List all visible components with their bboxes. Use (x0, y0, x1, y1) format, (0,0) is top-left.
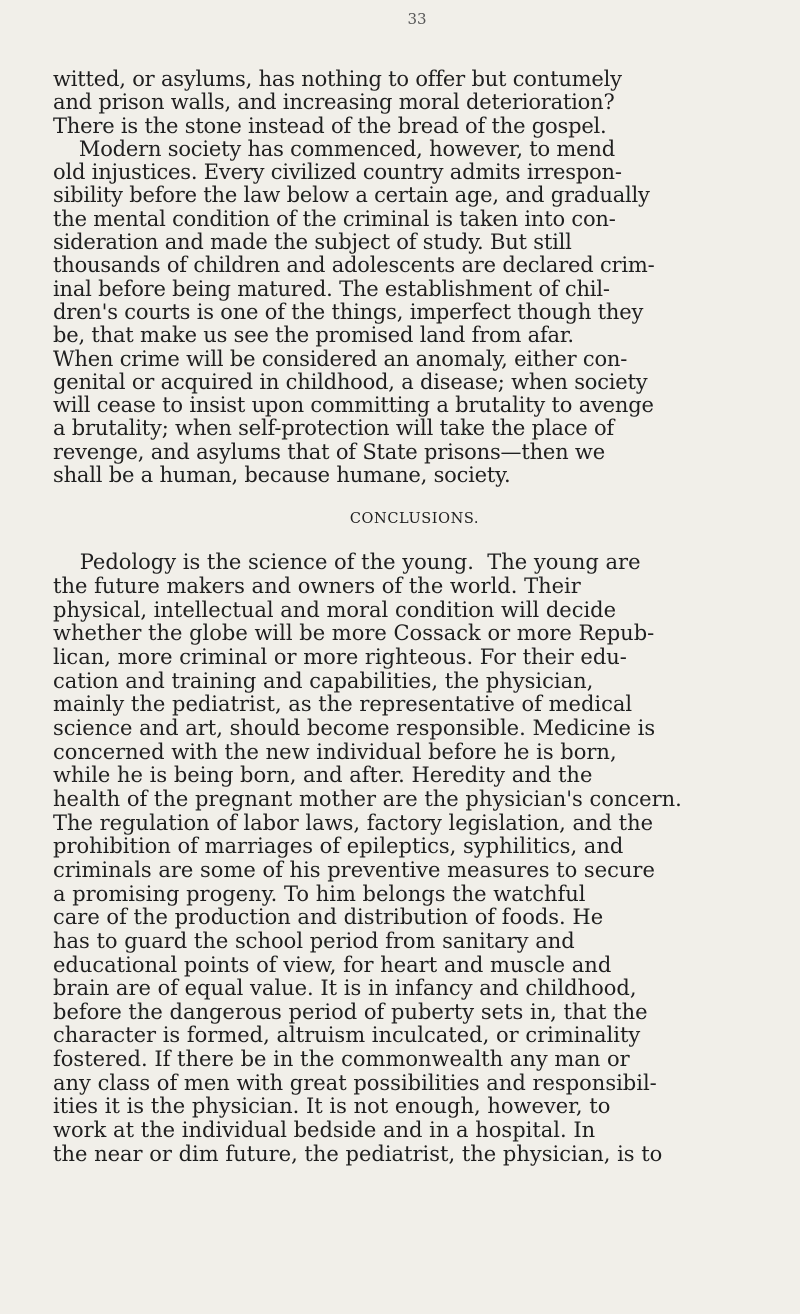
text-line: whether the globe will be more Cossack or more Repub- (53, 621, 655, 646)
text-line: care of the production and distribution of foods. He (53, 905, 604, 930)
text-line: sideration and made the subject of study. But still (53, 230, 572, 255)
text-line: before the dangerous period of puberty sets in, that the (53, 999, 648, 1024)
text-line: be, that make us see the promised land from afar. (53, 323, 574, 348)
text-line: fostered. If there be in the commonwealth any man or (53, 1047, 630, 1072)
page-number: 33 (407, 10, 427, 28)
text-line: the future makers and owners of the world. Their (53, 574, 581, 598)
text-line: will cease to insist upon committing a brutality to avenge (53, 393, 654, 418)
text-line: has to guard the school period from sanitary and (53, 928, 575, 953)
section-heading-conclusions: CONCLUSIONS. (349, 511, 480, 528)
text-line: concerned with the new individual before he is born, (53, 739, 617, 764)
text-line: witted, or asylums, has nothing to offer but contumely (53, 67, 622, 91)
text-line: work at the individual bedside and in a hospital. In (53, 1118, 596, 1143)
text-line: a brutality; when self-protection will take the place of (53, 416, 614, 441)
text-line: lican, more criminal or more righteous. For their edu- (53, 644, 627, 669)
text-line: prohibition of marriages of epileptics, syphilitics, and (53, 834, 624, 859)
conclusions-paragraph (53, 551, 756, 1166)
text-line: thousands of children and adolescents are declared crim- (53, 253, 655, 278)
text-line: Modern society has commenced, however, to mend (53, 136, 615, 161)
text-line: science and art, should become responsible. Medicine is (53, 715, 656, 740)
text-line: while he is being born, and after. Heredity and the (53, 763, 593, 788)
text-line: health of the pregnant mother are the physician's concern. (53, 786, 682, 811)
text-line: shall be a human, because humane, society. (53, 463, 511, 488)
text-line: There is the stone instead of the bread of the gospel. (53, 113, 607, 138)
text-line: revenge, and asylums that of State prisons—then we (53, 439, 605, 464)
text-line: When crime will be considered an anomaly, either con- (53, 346, 628, 371)
text-line: old injustices. Every civilized country admits irrespon- (53, 160, 622, 185)
text-line: criminals are some of his preventive measures to secure (53, 857, 655, 882)
intro-paragraphs (53, 68, 756, 487)
text-line: mainly the pediatrist, as the representative of medical (53, 692, 633, 717)
text-line: the near or dim future, the pediatrist, the physician, is to (53, 1141, 663, 1166)
text-line: cation and training and capabilities, the physician, (53, 668, 594, 693)
text-line: any class of men with great possibilities and responsibil- (53, 1070, 657, 1095)
text-line: ities it is the physician. It is not enough, however, to (53, 1094, 611, 1119)
text-line: physical, intellectual and moral condition will decide (53, 597, 617, 622)
text-line: and prison walls, and increasing moral deterioration? (53, 90, 615, 115)
text-line: dren's courts is one of the things, imperfect though they (53, 299, 644, 324)
text-line: brain are of equal value. It is in infancy and childhood, (53, 976, 637, 1001)
text-line: the mental condition of the criminal is taken into con- (53, 206, 616, 231)
text-line: character is formed, altruism inculcated, or criminality (53, 1023, 641, 1048)
text-line: The regulation of labor laws, factory legislation, and the (53, 810, 654, 835)
text-line: genital or acquired in childhood, a disease; when society (53, 369, 648, 394)
text-line: Pedology is the science of the young. The young are (53, 550, 641, 575)
text-line: educational points of view, for heart and muscle and (53, 952, 612, 977)
text-line: sibility before the law below a certain age, and gradually (53, 183, 650, 208)
text-line: a promising progeny. To him belongs the watchful (53, 881, 586, 906)
text-line: inal before being matured. The establishment of chil- (53, 276, 610, 301)
